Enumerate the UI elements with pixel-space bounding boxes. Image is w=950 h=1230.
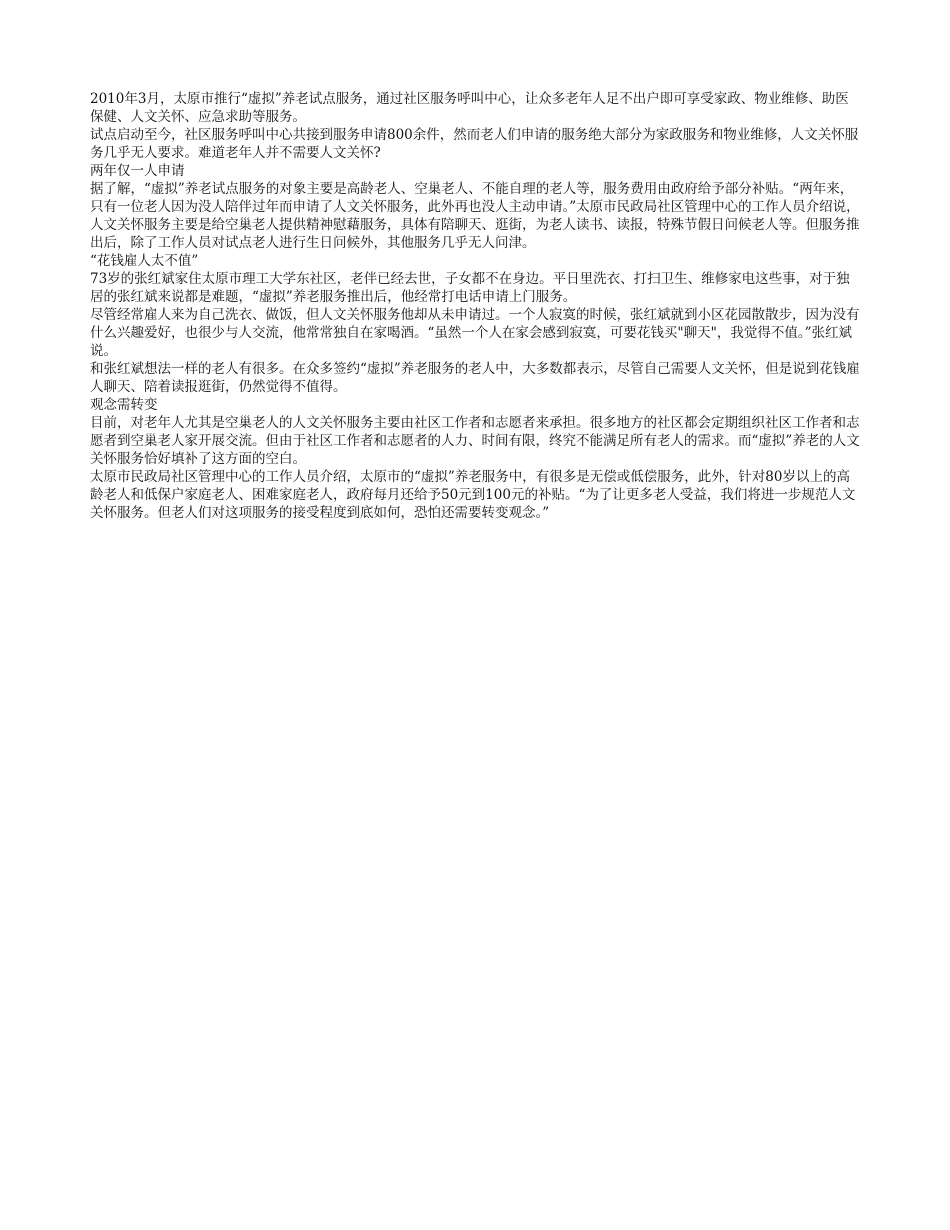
section-heading-mindset-change: 观念需转变 <box>90 397 158 413</box>
paragraph-current-volunteers: 目前，对老年人尤其是空巢老人的人文关怀服务主要由社区工作者和志愿者来承担。很多地方的社区都会定期组织社区工作者和志愿者到空巢老人家开展交流。但由于社区工作者和志愿者的人力、时间有限，终究不能满足所有老人的需求。而“虚拟”养老的人文关怀服务恰好填补了这方面的空白。 <box>90 415 860 467</box>
paragraph-service-targets: 据了解，“虚拟”养老试点服务的对象主要是高龄老人、空巢老人、不能自理的老人等，服务费用由政府给予部分补贴。“两年来，只有一位老人因为没人陪伴过年而申请了人文关怀服务，此外再也没人主动申请。”太原市民政局社区管理中心的工作人员介绍说，人文关怀服务主要是给空巢老人提供精神慰藉服务，具体有陪聊天、逛街，为老人读书、读报，特殊节假日问候老人等。但服务推出后，除了工作人员对试点老人进行生日问候外，其他服务几乎无人问津。 <box>90 181 860 251</box>
paragraph-zhang-quote: 尽管经常雇人来为自己洗衣、做饭，但人文关怀服务他却从未申请过。一个人寂寞的时候，张红斌就到小区花园散散步，因为没有什么兴趣爱好，也很少与人交流，他常常独自在家喝酒。“虽然一个人在家会感到寂寞，可要花钱买"聊天"，我觉得不值。”张红斌说。 <box>90 307 860 359</box>
article-body <box>90 90 860 522</box>
paragraph-subsidy-outlook: 太原市民政局社区管理中心的工作人员介绍，太原市的“虚拟”养老服务中，有很多是无偿或低偿服务，此外，针对80岁以上的高龄老人和低保户家庭老人、困难家庭老人，政府每月还给予50元到100元的补贴。“为了让更多老人受益，我们将进一步规范人文关怀服务。但老人们对这项服务的接受程度到底如何，恐怕还需要转变观念。” <box>90 469 856 521</box>
section-heading-one-applicant: 两年仅一人申请 <box>90 163 185 179</box>
paragraph-intro: 2010年3月，太原市推行“虚拟”养老试点服务，通过社区服务呼叫中心，让众多老年人足不出户即可享受家政、物业维修、助医保健、人文关怀、应急求助等服务。 <box>90 91 849 125</box>
section-heading-not-worth: “花钱雇人太不值” <box>90 253 199 269</box>
paragraph-zhang-background: 73岁的张红斌家住太原市理工大学东社区，老伴已经去世，子女都不在身边。平日里洗衣、打扫卫生、维修家电这些事，对于独居的张红斌来说都是难题，“虚拟”养老服务推出后，他经常打电话申请上门服务。 <box>90 271 850 305</box>
paragraph-pilot-status: 试点启动至今，社区服务呼叫中心共接到服务申请800余件，然而老人们申请的服务绝大部分为家政服务和物业维修，人文关怀服务几乎无人要求。难道老年人并不需要人文关怀? <box>90 127 859 161</box>
paragraph-others-agree: 和张红斌想法一样的老人有很多。在众多签约“虚拟”养老服务的老人中，大多数都表示，尽管自己需要人文关怀，但是说到花钱雇人聊天、陪着读报逛街，仍然觉得不值得。 <box>90 361 860 395</box>
